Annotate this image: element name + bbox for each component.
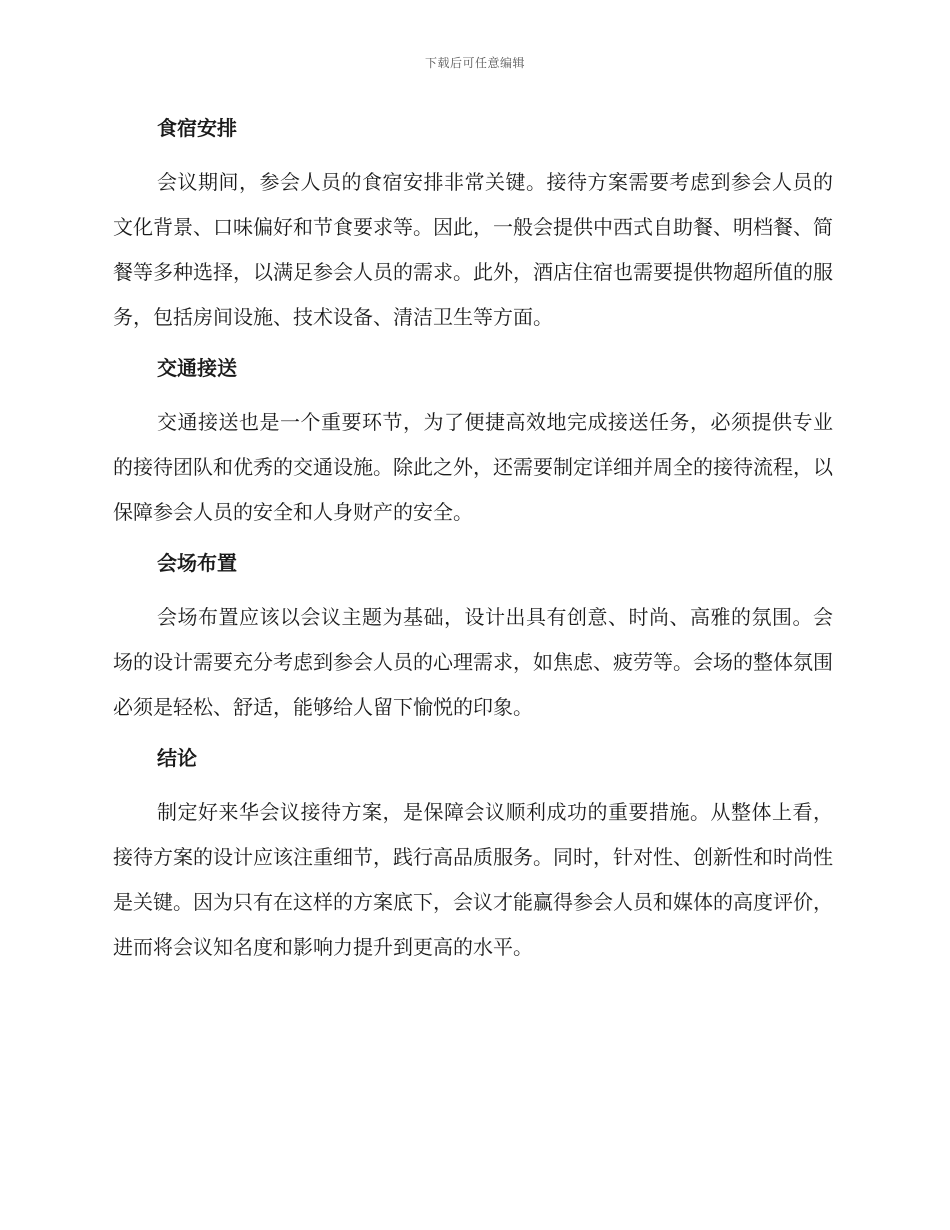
section-heading: 交通接送 <box>157 356 237 380</box>
section-paragraph: 制定好来华会议接待方案，是保障会议顺利成功的重要措施。从整体上看，接待方案的设计应该注重细节，践行高品质服务。同时，针对性、创新性和时尚性是关键。因为只有在这样的方案底下，会议才能赢得参会人员和媒体的高度评价，进而将会议知名度和影响力提升到更高的水平。 <box>113 800 833 959</box>
page-header-note: 下载后可任意编辑 <box>424 56 525 70</box>
section-conclusion <box>113 740 833 970</box>
section-paragraph: 交通接送也是一个重要环节，为了便捷高效地完成接送任务，必须提供专业的接待团队和优秀的交通设施。除此之外，还需要制定详细并周全的接待流程，以保障参会人员的安全和人身财产的安全。 <box>113 410 833 524</box>
section-paragraph: 会议期间，参会人员的食宿安排非常关键。接待方案需要考虑到参会人员的文化背景、口味偏好和节食要求等。因此，一般会提供中西式自助餐、明档餐、简餐等多种选择，以满足参会人员的需求。此外，酒店住宿也需要提供物超所值的服务，包括房间设施、技术设备、清洁卫生等方面。 <box>113 170 833 329</box>
section-heading: 结论 <box>157 746 197 770</box>
section-heading: 食宿安排 <box>157 116 237 140</box>
section-heading: 会场布置 <box>157 551 237 575</box>
section-transport <box>113 350 833 545</box>
document-body <box>113 110 833 970</box>
section-food-lodging <box>113 110 833 350</box>
section-venue-layout <box>113 545 833 740</box>
section-paragraph: 会场布置应该以会议主题为基础，设计出具有创意、时尚、高雅的氛围。会场的设计需要充分考虑到参会人员的心理需求，如焦虑、疲劳等。会场的整体氛围必须是轻松、舒适，能够给人留下愉悦的印象。 <box>113 605 833 719</box>
